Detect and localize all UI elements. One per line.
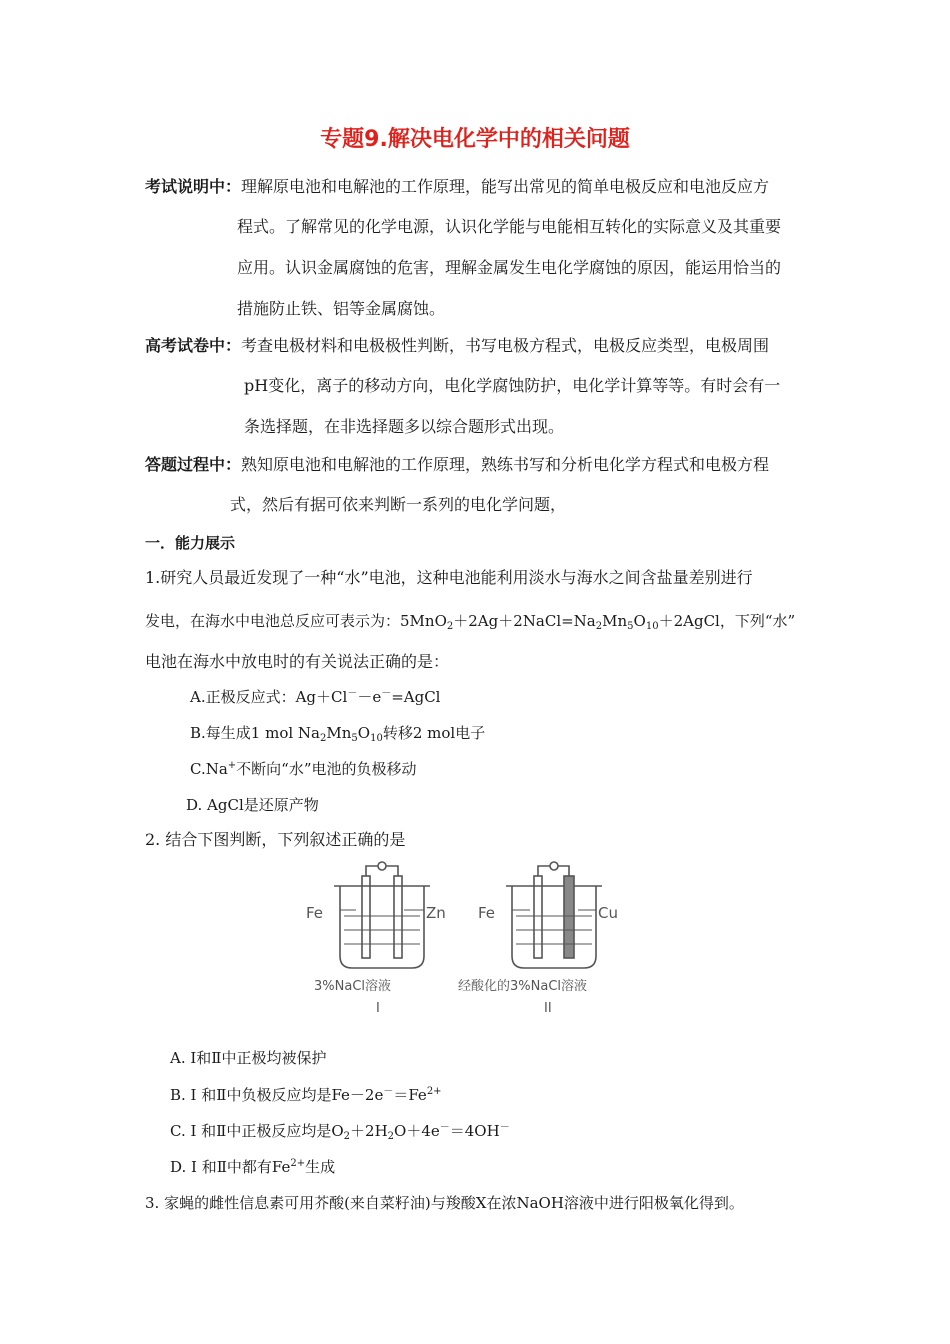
- answer-process-text: 熟知原电池和电解池的工作原理，熟练书写和分析电化学方程式和电极方程: [241, 455, 770, 474]
- option-text: C. Ⅰ 和Ⅱ中正极反应均是O: [170, 1122, 344, 1140]
- cell-1-right-label: Zn: [426, 904, 446, 922]
- subscript: 2: [343, 1131, 351, 1142]
- answer-process-label: 答题过程中：: [145, 455, 242, 474]
- q2-option-d: [170, 1156, 335, 1178]
- answer-process-line: 式，然后有据可依来判断一系列的电化学问题，: [230, 495, 567, 514]
- q1-text: ＋2AgCl，下列“水”: [658, 612, 796, 630]
- superscript: －: [383, 1086, 394, 1097]
- option-text: ＝4OH: [449, 1122, 500, 1140]
- exam-paper-line: 条选择题，在非选择题多以综合题形式出现。: [244, 417, 565, 436]
- option-text: ＝Fe: [393, 1086, 427, 1104]
- cell-2-meter: [550, 862, 558, 870]
- subscript: 10: [370, 733, 383, 744]
- cell-2-left-label: Fe: [478, 904, 496, 922]
- superscript: 2+: [426, 1086, 442, 1097]
- superscript: －: [439, 1122, 450, 1133]
- option-text: O: [357, 724, 371, 742]
- q2-option-b: [170, 1084, 442, 1106]
- option-text: O＋4e: [394, 1122, 440, 1140]
- cell-2-diagram: [506, 862, 602, 968]
- q1-stem-line: 电池在海水中放电时的有关说法正确的是：: [145, 652, 450, 671]
- cell-2-solution-lines: [516, 916, 592, 944]
- q1-option-a: [190, 686, 440, 708]
- exam-note-line: 程式。了解常见的化学电源，认识化学能与电能相互转化的实际意义及其重要: [237, 217, 782, 236]
- cell-1-left-label: Fe: [306, 904, 324, 922]
- option-text: A.正极反应式：Ag＋Cl: [190, 688, 348, 706]
- cell-1-beaker: [340, 886, 424, 968]
- exam-paper-first-line: [145, 335, 769, 357]
- cell-2-electrode-fe: [534, 876, 542, 958]
- option-text: 转移2 mol电子: [382, 724, 486, 742]
- subscript: 2: [595, 621, 603, 632]
- superscript: －: [381, 688, 392, 699]
- q1-reaction-line: [145, 610, 795, 632]
- cell-1-solution-lines: [344, 916, 420, 944]
- exam-note-label: 考试说明中：: [145, 177, 242, 196]
- exam-paper-label: 高考试卷中：: [145, 336, 242, 355]
- electrochemical-cells-figure: [300, 858, 665, 1024]
- q3-stem: 3. 家蝇的雌性信息素可用芥酸(来自菜籽油)与羧酸X在浓NaOH溶液中进行阳极氧化得到。: [145, 1194, 744, 1212]
- subscript: 5: [627, 621, 634, 632]
- exam-paper-line: pH变化，离子的移动方向，电化学腐蚀防护，电化学计算等等。有时会有一: [244, 376, 781, 395]
- q1-stem-line: 1.研究人员最近发现了一种“水”电池，这种电池能利用淡水与海水之间含盐量差别进行: [145, 568, 753, 587]
- cell-1-diagram: [334, 862, 430, 968]
- q1-text: Mn: [602, 612, 628, 630]
- option-text: B. Ⅰ 和Ⅱ中负极反应均是Fe－2e: [170, 1086, 384, 1104]
- option-text: ＋2H: [350, 1122, 388, 1140]
- option-text: B.每生成1 mol Na: [190, 724, 320, 742]
- superscript: －: [499, 1122, 510, 1133]
- exam-note-first-line: [145, 176, 769, 198]
- cell-2-electrode-cu: [564, 876, 574, 958]
- cell-1-caption: 3%NaCl溶液: [314, 979, 392, 994]
- subscript: 2: [320, 733, 327, 744]
- exam-note-line: 措施防止铁、铝等金属腐蚀。: [237, 299, 446, 318]
- q1-option-c: [190, 758, 417, 780]
- q1-text: 发电，在海水中电池总反应可表示为：5MnO: [145, 612, 447, 630]
- cell-1-electrode-zn: [394, 876, 402, 958]
- answer-process-first-line: [145, 454, 769, 476]
- q2-option-a: A. Ⅰ和Ⅱ中正极均被保护: [170, 1049, 327, 1067]
- option-text: 生成: [305, 1158, 336, 1176]
- option-text: 不断向“水”电池的负极移动: [236, 760, 417, 778]
- option-text: －e: [357, 688, 382, 706]
- superscript: －: [347, 688, 358, 699]
- exam-note-text: 理解原电池和电解池的工作原理，能写出常见的简单电极反应和电池反应方: [241, 177, 770, 196]
- page-title: 专题9.解决电化学中的相关问题: [320, 127, 630, 152]
- cell-2-number: II: [544, 1001, 552, 1016]
- q2-option-c: [170, 1120, 510, 1142]
- q1-option-b: [190, 722, 485, 744]
- q1-option-d: D. AgCl是还原产物: [186, 796, 319, 814]
- subscript: 2: [387, 1131, 395, 1142]
- section-heading: 一．能力展示: [145, 534, 236, 552]
- cell-2-right-label: Cu: [598, 904, 618, 922]
- superscript: 2+: [290, 1158, 306, 1169]
- option-text: D. Ⅰ 和Ⅱ中都有Fe: [170, 1158, 291, 1176]
- exam-note-line: 应用。认识金属腐蚀的危害，理解金属发生电化学腐蚀的原因，能运用恰当的: [237, 258, 782, 277]
- q1-text: O: [633, 612, 646, 630]
- subscript: 10: [645, 621, 659, 632]
- option-text: Mn: [326, 724, 352, 742]
- subscript: 5: [351, 733, 358, 744]
- superscript: +: [227, 760, 237, 771]
- cell-1-meter: [378, 862, 386, 870]
- cell-2-beaker: [512, 886, 596, 968]
- exam-paper-text: 考查电极材料和电极极性判断，书写电极方程式，电极反应类型，电极周围: [241, 336, 770, 355]
- q1-text: ＋2Ag＋2NaCl=Na: [453, 612, 596, 630]
- subscript: 2: [446, 621, 454, 632]
- cell-1-electrode-fe: [362, 876, 370, 958]
- option-text: =AgCl: [391, 688, 441, 706]
- q2-stem: 2. 结合下图判断，下列叙述正确的是: [145, 830, 406, 849]
- option-text: C.Na: [190, 760, 228, 778]
- cell-2-caption: 经酸化的3%NaCl溶液: [458, 979, 588, 994]
- cell-1-number: I: [376, 1001, 380, 1016]
